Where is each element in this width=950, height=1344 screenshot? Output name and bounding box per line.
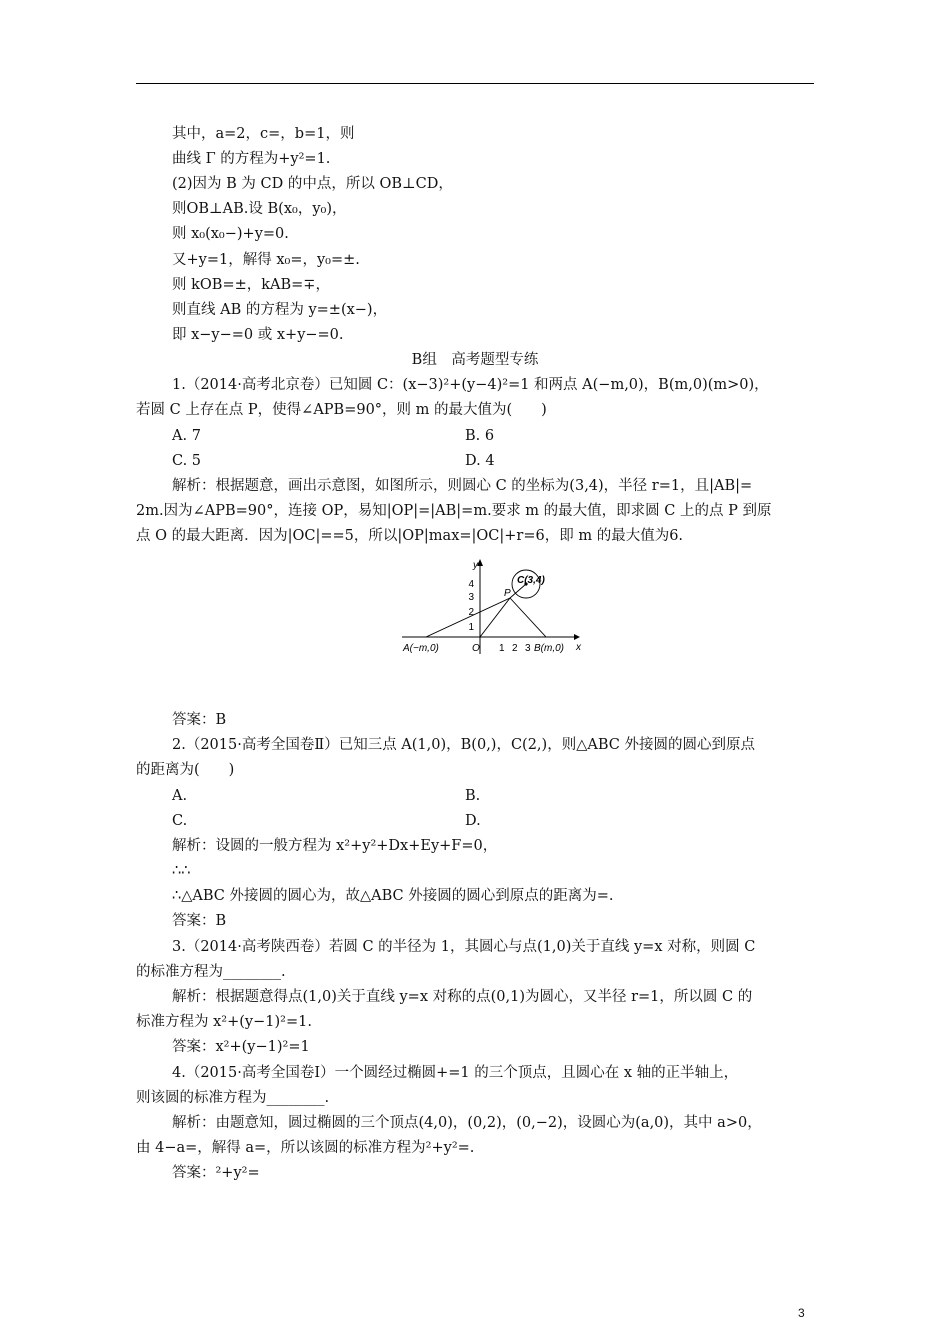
answer-line: 答案：B xyxy=(172,913,227,929)
question-1-line: 若圆 C 上存在点 P，使得∠APB=90°，则 m 的最大值为( ) xyxy=(136,402,547,418)
solution-line: 由 4−a=，解得 a=，所以该圆的标准方程为²+y²=. xyxy=(136,1140,475,1156)
point-p-label: P xyxy=(504,588,511,599)
solution-line: 解析：由题意知，圆过椭圆的三个顶点(4,0)，(0,2)，(0,−2)，设圆心为(a,0)，其中 a>0， xyxy=(172,1115,762,1131)
point-c-label: C(3,4) xyxy=(517,575,545,586)
x-tick: 2 xyxy=(512,643,518,654)
text-line: 即 x−y−=0 或 x+y−=0. xyxy=(172,327,344,343)
text-line: 则OB⊥AB.设 B(x₀，y₀)， xyxy=(172,201,347,217)
question-4-line: 4.（2015·高考全国卷Ⅰ）一个圆经过椭圆+=1 的三个顶点，且圆心在 x 轴的正半轴上， xyxy=(172,1065,739,1081)
x-tick: 3 xyxy=(525,643,531,654)
solution-line: 点 O 的最大距离．因为|OC|==5，所以|OP|max=|OC|+r=6，即 m 的最大值为6. xyxy=(136,528,684,544)
solution-line: 2m.因为∠APB=90°，连接 OP，易知|OP|=|AB|=m.要求 m 的最大值，即求圆 C 上的点 P 到原 xyxy=(136,503,772,519)
option-d: D. xyxy=(465,813,481,829)
x-axis-arrow xyxy=(574,634,580,640)
y-axis-label: y xyxy=(473,560,478,571)
section-heading: B组 高考题型专练 xyxy=(411,352,539,368)
solution-line: 解析：根据题意，画出示意图，如图所示，则圆心 C 的坐标为(3,4)，半径 r=1，且|AB|= xyxy=(172,478,753,494)
geometry-figure xyxy=(398,558,588,658)
question-2-line: 的距离为( ) xyxy=(136,762,235,778)
option-c: C. 5 xyxy=(172,453,202,469)
option-c: C. xyxy=(172,813,188,829)
y-tick: 2 xyxy=(468,607,474,618)
question-3-line: 3.（2014·高考陕西卷）若圆 C 的半径为 1，其圆心与点(1,0)关于直线 y=x 对称，则圆 C xyxy=(172,939,756,955)
option-b: B. 6 xyxy=(465,428,495,444)
question-2-line: 2.（2015·高考全国卷Ⅱ）已知三点 A(1,0)，B(0,)，C(2,)，则△ABC 外接圆的圆心到原点 xyxy=(172,737,755,753)
text-line: 曲线 Γ 的方程为+y²=1. xyxy=(172,151,331,167)
option-a: A. xyxy=(172,788,188,804)
solution-line: 标准方程为 x²+(y−1)²=1. xyxy=(136,1014,312,1030)
text-line: 则 x₀(x₀−)+y=0. xyxy=(172,226,289,242)
point-a-label: A(−m,0) xyxy=(403,643,439,654)
question-4-line: 则该圆的标准方程为________. xyxy=(136,1090,330,1106)
y-tick: 4 xyxy=(468,579,474,590)
solution-line: ∴∴ xyxy=(172,863,191,879)
answer-line: 答案：²+y²= xyxy=(172,1165,260,1181)
option-d: D. 4 xyxy=(465,453,495,469)
solution-line: 解析：根据题意得点(1,0)关于直线 y=x 对称的点(0,1)为圆心，又半径 r=1，所以圆 C 的 xyxy=(172,989,753,1005)
header-rule xyxy=(136,83,814,84)
text-line: (2)因为 B 为 CD 的中点，所以 OB⊥CD， xyxy=(172,176,453,192)
origin-label: O xyxy=(472,643,480,654)
solution-line: 解析：设圆的一般方程为 x²+y²+Dx+Ey+F=0， xyxy=(172,838,498,854)
page-number: 3 xyxy=(798,1306,805,1320)
y-tick: 3 xyxy=(468,592,474,603)
text-line: 其中，a=2，c=，b=1，则 xyxy=(172,126,355,142)
x-tick: 1 xyxy=(499,643,505,654)
y-tick: 1 xyxy=(468,622,474,633)
point-b-label: B(m,0) xyxy=(534,643,564,654)
triangle-apb xyxy=(426,598,546,637)
x-axis-label: x xyxy=(576,642,581,653)
segment-op xyxy=(480,598,510,637)
answer-line: 答案：x²+(y−1)²=1 xyxy=(172,1039,310,1055)
option-a: A. 7 xyxy=(172,428,201,444)
question-3-line: 的标准方程为________. xyxy=(136,964,286,980)
text-line: 则直线 AB 的方程为 y=±(x−)， xyxy=(172,302,388,318)
option-b: B. xyxy=(465,788,481,804)
question-1-line: 1.（2014·高考北京卷）已知圆 C：(x−3)²+(y−4)²=1 和两点 A(−m,0)，B(m,0)(m>0)， xyxy=(172,377,769,393)
solution-line: ∴△ABC 外接圆的圆心为，故△ABC 外接圆的圆心到原点的距离为=. xyxy=(172,888,614,904)
text-line: 又+y=1，解得 x₀=，y₀=±. xyxy=(172,252,360,268)
text-line: 则 kOB=±，kAB=∓， xyxy=(172,277,330,293)
answer-line: 答案：B xyxy=(172,712,227,728)
